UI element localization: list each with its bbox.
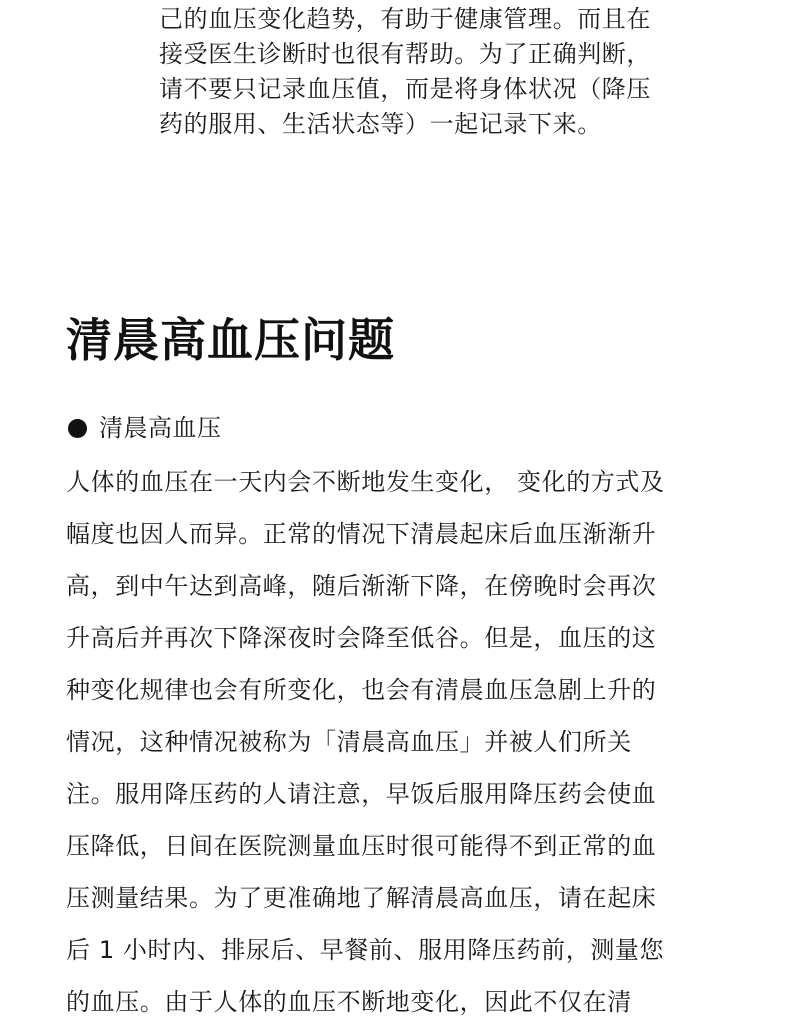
intro-line: 请不要只记录血压值，而是将身体状况（降压 (159, 75, 651, 103)
subheading-label: 清晨高血压 (99, 414, 222, 442)
body-line: 情况，这种情况被称为「清晨高血压」并被人们所关 (66, 728, 632, 756)
intro-paragraph (159, 2, 719, 142)
subheading (68, 410, 222, 446)
intro-line: 接受医生诊断时也很有帮助。为了正确判断， (159, 40, 651, 68)
section-title: 清晨高血压问题 (66, 313, 395, 367)
body-line: 的血压。由于人体的血压不断地变化，因此不仅在清 (66, 988, 632, 1016)
body-line: 种变化规律也会有所变化，也会有清晨血压急剧上升的 (66, 676, 657, 704)
intro-line: 己的血压变化趋势，有助于健康管理。而且在 (159, 5, 651, 33)
body-line: 注。服用降压药的人请注意，早饭后服用降压药会使血 (66, 780, 657, 808)
body-line: 压降低，日间在医院测量血压时很可能得不到正常的血 (66, 832, 657, 860)
body-line: 后 1 小时内、排尿后、早餐前、服用降压药前，测量您 (66, 936, 665, 964)
intro-line: 药的服用、生活状态等）一起记录下来。 (159, 110, 602, 138)
body-line: 高，到中午达到高峰，随后渐渐下降，在傍晚时会再次 (66, 572, 657, 600)
bullet-icon (68, 419, 87, 438)
body-line: 压测量结果。为了更准确地了解清晨高血压，请在起床 (66, 884, 657, 912)
body-line: 幅度也因人而异。正常的情况下清晨起床后血压渐渐升 (66, 520, 657, 548)
body-line: 人体的血压在一天内会不断地发生变化， 变化的方式及 (66, 468, 665, 496)
body-line: 升高后并再次下降深夜时会降至低谷。但是，血压的这 (66, 624, 657, 652)
body-paragraph (66, 456, 706, 1028)
